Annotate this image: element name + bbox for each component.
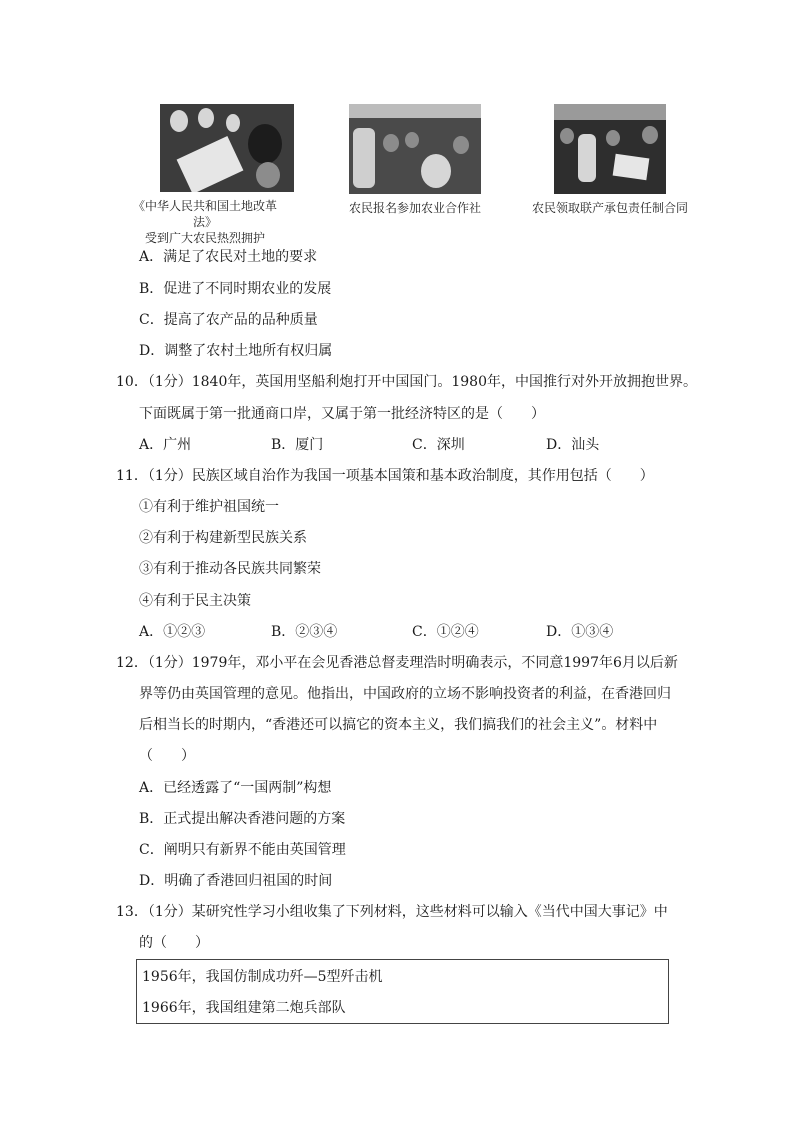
photo-caption: 《中华人民共和国土地改革法》 [132, 199, 277, 229]
q10-stem-line: 下面既属于第一批通商口岸，又属于第一批经济特区的是（ ） [139, 406, 545, 422]
q11-item: ②有利于构建新型民族关系 [139, 530, 307, 546]
photo-caption: 农民领取联产承包责任制合同 [531, 201, 688, 215]
q12-answer-blank: （ ） [139, 748, 195, 764]
q11-option-b[interactable]: B．②③④ [271, 624, 338, 640]
photo-contract [520, 104, 700, 216]
contract-image [554, 104, 666, 194]
q9-option-a[interactable]: A．满足了农民对土地的要求 [139, 249, 318, 265]
q11-item: ④有利于民主决策 [139, 593, 251, 609]
q12-stem-line: 后相当长的时期内，“香港还可以搞它的资本主义，我们搞我们的社会主义”。材料中 [139, 717, 658, 733]
q13-material: 1956年，我国仿制成功歼—5型歼击机 [142, 969, 383, 985]
photo-cooperative [330, 104, 500, 216]
photo-caption: 农民报名参加农业合作社 [348, 201, 481, 215]
q10-option-c[interactable]: C．深圳 [412, 437, 465, 453]
q13-material-box [136, 959, 669, 1024]
q9-option-c[interactable]: C．提高了农产品的品种质量 [139, 312, 318, 328]
q12-option-b[interactable]: B．正式提出解决香港问题的方案 [139, 811, 346, 827]
q9-option-d[interactable]: D．调整了农村土地所有权归属 [139, 343, 333, 359]
q11-item: ③有利于推动各民族共同繁荣 [139, 561, 321, 577]
land-reform-image [160, 104, 294, 192]
q10-option-d[interactable]: D．汕头 [546, 437, 600, 453]
cooperative-image [349, 104, 481, 194]
q12-stem-line: 界等仍由英国管理的意见。他指出，中国政府的立场不影响投资者的利益，在香港回归 [139, 686, 671, 702]
q10-option-b[interactable]: B．厦门 [271, 437, 324, 453]
q11-item: ①有利于维护祖国统一 [139, 499, 279, 515]
q11-stem-line: 11．（1分）民族区域自治作为我国一项基本国策和基本政治制度，其作用包括（ ） [116, 468, 654, 484]
photo-row [130, 104, 700, 244]
q9-option-b[interactable]: B．促进了不同时期农业的发展 [139, 281, 332, 297]
photo-caption: 受到广大农民热烈拥护 [144, 231, 265, 245]
q11-option-c[interactable]: C．①②④ [412, 624, 479, 640]
q13-stem-line: 的（ ） [139, 935, 209, 951]
q12-stem-line: 12．（1分）1979年，邓小平在会见香港总督麦理浩时明确表示，不同意1997年6月以后新 [116, 655, 678, 671]
q13-stem-line: 13．（1分）某研究性学习小组收集了下列材料，这些材料可以输入《当代中国大事记》中 [116, 904, 668, 920]
q10-stem-line: 10．（1分）1840年，英国用坚船利炮打开中国国门。1980年，中国推行对外开放拥抱世界。 [116, 374, 697, 390]
q12-option-a[interactable]: A．已经透露了“一国两制”构想 [139, 780, 332, 796]
q11-option-d[interactable]: D．①③④ [546, 624, 614, 640]
q12-option-c[interactable]: C．阐明只有新界不能由英国管理 [139, 842, 346, 858]
photo-land-reform [130, 104, 280, 246]
q11-option-a[interactable]: A．①②③ [139, 624, 206, 640]
q10-option-a[interactable]: A．广州 [139, 437, 192, 453]
q13-material: 1966年，我国组建第二炮兵部队 [142, 1000, 346, 1016]
q12-option-d[interactable]: D．明确了香港回归祖国的时间 [139, 873, 333, 889]
